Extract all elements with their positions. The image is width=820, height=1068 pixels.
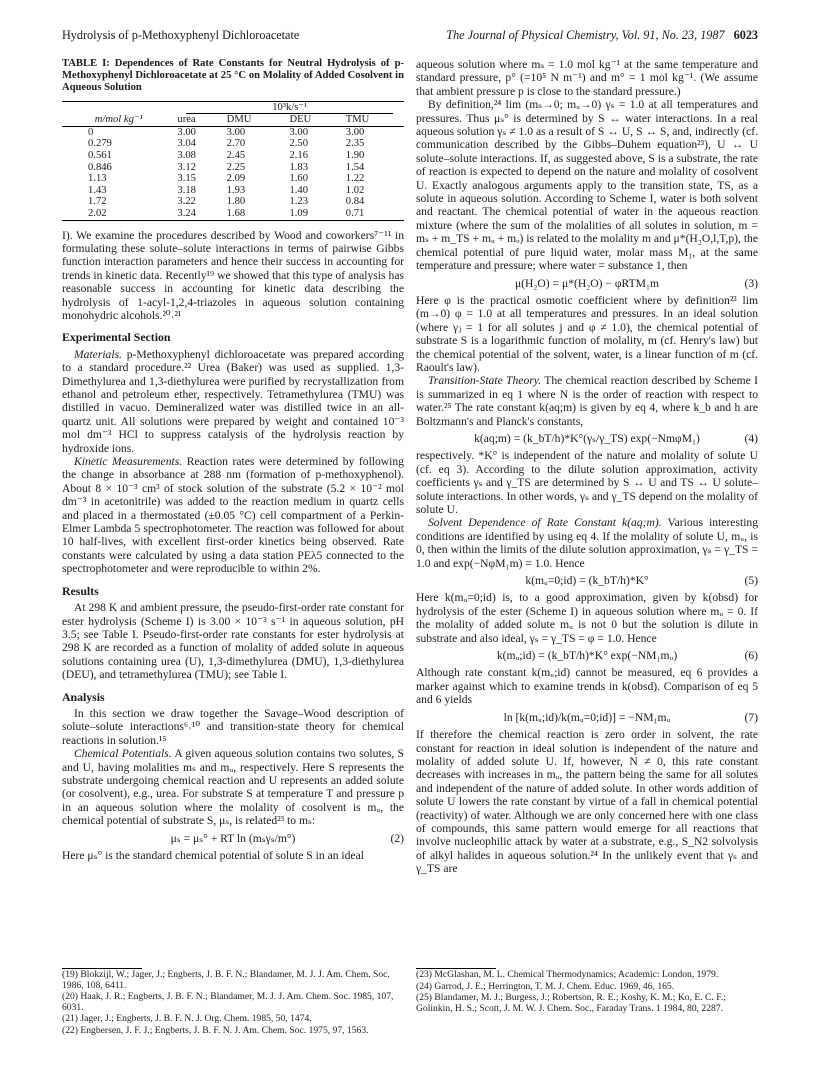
- analysis-paragraph: In this section we draw together the Savage–Wood description of solute–solute interactions⁶˒¹⁰ and transition-state theory for chemical reactions in solution.¹⁵: [62, 706, 404, 747]
- paragraph: If therefore the chemical reaction is zero order in solvent, the rate constant for reaction in ideal solution is independent of the nature and molality of added solute U. If, however, N ≠ 0, this rate constant decreases with increases in mᵤ, the pattern being the same for all solutes and independent of the nature of added solute. In other words addition of solute U lowers the rate constant by virtue of a fall in chemical potential (reactivity) of water. Although we are only concerned here with one class of compounds, this same pattern would emerge for all reactions that involve nucleophilic attack by water at a substrate, e.g., S_N2 solvolysis of alkyl halides in aqueous solution.²⁴ In the unlikely event that γₛ and γ_TS are: [416, 728, 758, 876]
- column-header: DEU: [287, 114, 343, 126]
- table-group-header: 10³k/s⁻¹: [175, 101, 404, 114]
- paragraph: aqueous solution where mₛ = 1.0 mol kg⁻¹ at the same temperature and standard pressure, p° (=10⁵ N m⁻¹) and m° = 1 mol kg⁻¹. (We assume that ambient pressure p is close to the standard pressure.): [416, 58, 758, 98]
- table-row: [62, 185, 404, 197]
- equation-number: (5): [744, 574, 758, 588]
- table-cell: 3.22: [177, 196, 196, 208]
- table-cell: 1.83: [289, 161, 308, 173]
- table-cell: 3.08: [177, 149, 196, 161]
- table-cell: 1.68: [225, 208, 288, 220]
- table-cell: 1.93: [226, 184, 246, 196]
- kinetics-paragraph: Kinetic Measurements. Reaction rates were determined by following the change in absorbance at 288 nm (formation of p-methoxyphenol). About 8 × 10⁻³ cm³ of stock solution of the substrate (5.2 × 10⁻² mol dm⁻³ in acetonitrile) was added to the reaction medium in quartz cells and placed in a thermostated (±0.05 °C) cell compartment of a Perkin-Elmer Lambda 5 spectrophotometer. The reaction was followed for about 10 half-lives, with excellent first-order kinetics being observed. Rate constants were calculated by using a data station PEλ5 connected to the spectrophotometer and were reproducible to within 2%.: [62, 455, 404, 576]
- footnote: (21) Jager, J.; Engberts, J. B. F. N. J. Org. Chem. 1985, 50, 1474.: [62, 1013, 312, 1025]
- equation-number: (4): [744, 431, 758, 445]
- running-header-title: Hydrolysis of p-Methoxyphenyl Dichloroacetate: [62, 28, 300, 42]
- table-cell: 1.22: [345, 173, 365, 185]
- run-in-heading: Kinetic Measurements.: [74, 455, 183, 469]
- equation-3: μ(H₂O) = μ*(H₂O) − φRTM₁m (3): [514, 276, 758, 290]
- paragraph: Here k(mᵤ=0;id) is, to a good approximation, given by k(obsd) for hydrolysis of the ester (Scheme I) in aqueous solution where mᵤ = 0. If the molality of added solute mᵤ is not 0 but the solution is dilute in substrate and also ideal, γₛ = γ_TS = φ = 1.0. Hence: [416, 591, 758, 645]
- solvent-dependence-paragraph: Solvent Dependence of Rate Constant k(aq;m). Various interesting conditions are identified by using eq 4. If the molality of solute U, mᵤ, is 0, then within the limits of the dilute solution approximation, γₛ = γ_TS = 1.0 and exp(−NφM₁m) = 1.0. Hence: [416, 516, 759, 570]
- table-cell: 3.12: [177, 161, 196, 173]
- paragraph: Here φ is the practical osmotic coefficient where by definition²³ lim (m→0) φ = 1.0 at all temperatures and pressures. In an ideal solution (where γⱼ = 1 for all solutes j and φ ≠ 1.0), the chemical potential of substrate S is a logarithmic function of molality, m (cf. Henry's law) but the chemical potential of the solvent, water, is a linear function of m (cf. Raoult's law).: [416, 293, 758, 374]
- table-cell: 1.60: [289, 173, 308, 185]
- section-heading-experimental: Experimental Section: [62, 330, 171, 345]
- table-cell: 3.15: [177, 173, 196, 185]
- equation-7: ln [k(mᵤ;id)/k(mᵤ=0;id)] = −NM₁mᵤ (7): [503, 710, 758, 724]
- table-cell: 1.54: [345, 161, 365, 173]
- table-row: [62, 196, 404, 208]
- table-cell: 0.84: [345, 196, 365, 208]
- paragraph: Here μₛ° is the standard chemical potential of solute S in an ideal: [62, 849, 364, 863]
- equation-5: k(mᵤ=0;id) = (k_bT/h)*K° (5): [525, 574, 758, 588]
- table-row: [62, 150, 404, 162]
- equation-2: μₛ = μₛ° + RT ln (mₛγₛ/m°) (2): [170, 831, 404, 845]
- section-heading-analysis: Analysis: [62, 689, 105, 704]
- section-heading-results: Results: [62, 583, 99, 598]
- table-cell: 3.00: [226, 126, 246, 138]
- rate-constant-table: [62, 101, 404, 221]
- run-in-heading: Solvent Dependence of Rate Constant k(aq;m).: [428, 516, 662, 530]
- table-cell: 1.90: [345, 149, 365, 161]
- table-row: [62, 173, 404, 185]
- table-cell: 1.40: [289, 184, 308, 196]
- table-cell: 2.70: [226, 138, 246, 150]
- footnotes-left: [62, 968, 404, 1038]
- table-cell: 2.16: [289, 149, 308, 161]
- table-caption: TABLE I: Dependences of Rate Constants for Neutral Hydrolysis of p-Methoxyphenyl Dichloroacetate at 25 °C on Molality of Added Cosolvent in Aqueous Solution: [62, 58, 404, 94]
- table-cell: 1.23: [289, 196, 308, 208]
- chemical-potentials-paragraph: Chemical Potentials. A given aqueous solution contains two solutes, S and U, having molalities mₛ and mᵤ, respectively. Here S represents the substrate undergoing chemical reaction and U represents an added solute (or cosolvent), e.g., urea. For substrate S at temperature T and pressure p in an aqueous solution where the molality of cosolvent is mᵤ, the chemical potential of substrate S, μₛ, is related²³ to mₛ:: [62, 747, 404, 828]
- page-number: 6023: [733, 28, 758, 42]
- paragraph: By definition,²⁴ lim (mₛ→0; mᵤ→0) γₛ = 1.0 at all temperatures and pressures. Thus μₛ° is determined by S ↔ water interactions. In a real aqueous solution γₛ ≠ 1.0 as a result of S ↔ U, S ↔ S, and, indirectly (cf. communication described by the Gibbs–Duhem equation²³), U ↔ U solute–solute interactions. If, as suggested above, S is a substrate, the rate of reaction is expected to depend on the nature and molality of cosolvent U. Exactly analogous arguments apply to the transition state, TS, as a solute in aqueous solution. According to Scheme I, water is both solvent and reactant. The chemical potential of water in the aqueous reaction mixture (where the sum of the molalities of all solutes in solution, m = mₛ + m_TS + mᵤ + mₒ) is related to the molality m and μ*(H₂O,l,T,p), the chemical potential of pure liquid water, molar mass M₁, at the same temperature and pressure; where water = substance 1, then: [416, 98, 758, 273]
- footnote: (23) McGlashan, M. L. Chemical Thermodynamics; Academic: London, 1979.: [416, 969, 719, 980]
- table-cell: 1.09: [287, 208, 343, 220]
- table-row: [62, 138, 404, 150]
- equation-number: (7): [744, 710, 758, 724]
- equation-6: k(mᵤ;id) = (k_bT/h)*K° exp(−NM₁mᵤ) (6): [496, 649, 758, 663]
- table-header-row: [62, 114, 404, 126]
- table-row: [62, 162, 404, 174]
- table-cell: 0.71: [344, 208, 404, 220]
- table-cell: 1.80: [226, 196, 246, 208]
- right-column: [416, 58, 758, 876]
- footnote: (24) Garrod, J. E.; Herrington, T. M. J. Chem. Educ. 1969, 46, 165.: [416, 980, 675, 992]
- transition-state-paragraph: Transition-State Theory. The chemical reaction described by Scheme I is summarized in eq 1 where N is the order of reaction with respect to water.²⁵ The rate constant k(aq;m) is given by eq 4, where k_b and h are Boltzmann's and Planck's constants,: [416, 374, 758, 428]
- table-cell: 2.09: [226, 173, 246, 185]
- column-header: m/mol kg⁻¹: [62, 114, 175, 126]
- table-cell: 1.02: [345, 184, 365, 196]
- table-cell: 2.25: [226, 161, 246, 173]
- table-cell: 0.279: [88, 138, 112, 150]
- footnote: (20) Haak, J. R.; Engberts, J. B. F. N.; Blandamer, M. J. J. Am. Chem. Soc. 1985, 107, 6031.: [62, 991, 394, 1013]
- run-in-heading: Transition-State Theory.: [428, 374, 542, 388]
- table-cell: 2.35: [345, 138, 365, 150]
- paragraph: Although rate constant k(mᵤ;id) cannot be measured, eq 6 provides a marker against which to examine trends in k(obsd). Comparison of eq 5 and 6 yields: [416, 666, 758, 707]
- intro-paragraph: I). We examine the procedures described by Wood and coworkers⁷⁻¹¹ in formulating these solute–solute interactions in terms of pairwise Gibbs function interaction parameters and hence their success in accounting for trends in kinetic data. Recently¹⁹ we showed that this type of analysis has reasonable success in accounting for kinetic data describing the hydrolysis of 1-acyl-1,2,4-triazoles in aqueous solution containing monohydric alcohols.²⁰˒²¹: [62, 228, 404, 322]
- left-column: [62, 58, 404, 862]
- table-cell: 3.00: [177, 126, 196, 138]
- table-cell: 1.43: [88, 184, 107, 196]
- table-body: [62, 126, 404, 220]
- table-cell: 1.13: [88, 173, 107, 185]
- table-cell: 1.72: [88, 196, 107, 208]
- table-cell: 3.24: [175, 208, 224, 220]
- column-header: TMU: [344, 114, 404, 126]
- run-in-heading: Chemical Potentials.: [74, 747, 172, 761]
- table-cell: 2.02: [62, 208, 175, 220]
- equation-number: (3): [744, 276, 758, 290]
- table-cell: 3.00: [345, 126, 365, 138]
- column-header: DMU: [225, 114, 288, 126]
- column-header: urea: [175, 114, 224, 126]
- journal-citation: The Journal of Physical Chemistry, Vol. 91, No. 23, 1987: [446, 28, 725, 42]
- table-cell: 0.846: [88, 161, 112, 173]
- run-in-heading: Materials.: [74, 347, 122, 361]
- footnote: (25) Blandamer, M. J.; Burgess, J.; Robertson, R. E.; Koshy, K. M.; Ko, E. C. F.; Golinkin, H. S.; Scott, J. M. W. J. Chem. Soc., Faraday Trans. 1 1984, 80, 2287.: [416, 992, 726, 1014]
- table-cell: 0: [88, 126, 94, 138]
- table-cell: 3.00: [289, 126, 308, 138]
- table-row: [62, 126, 404, 138]
- materials-paragraph: Materials. p-Methoxyphenyl dichloroacetate was prepared according to a standard procedure.²² Urea (Baker) was used as supplied. 1,3-Dimethylurea and 1,3-diethylurea were purified by recrystallization from ethanol and petroleum ether, respectively. Tetramethylurea (TMU) was distilled in vacuo. Demineralized water was distilled twice in an all-quartz unit. All solutions were prepared by weight and contained 10⁻³ mol dm⁻³ HCl to suppress catalysis of the hydrolysis reaction by hydroxide ions.: [62, 347, 404, 455]
- footnote: (22) Engbersen, J. F. J.; Engberts, J. B. F. N. J. Am. Chem. Soc. 1975, 97, 1563.: [62, 1024, 369, 1036]
- footnotes-right: [416, 968, 758, 1015]
- equation-number: (6): [744, 649, 758, 663]
- paragraph: respectively. *K° is independent of the nature and molality of solute U (cf. eq 3). According to the dilute solution approximation, activity coefficients γₛ and γ_TS are determined by S ↔ U and TS ↔ U solute–solute interactions. In other words, γₛ and γ_TS depend on the molality of solute U.: [416, 449, 758, 516]
- table-cell: 2.45: [226, 149, 246, 161]
- equation-4: k(aq;m) = (k_bT/h)*K°(γₛ/γ_TS) exp(−NmφM₁) (4): [474, 431, 758, 445]
- running-header-journal: [446, 28, 758, 43]
- table-cell: 3.04: [177, 138, 196, 150]
- table-row: [62, 208, 404, 220]
- table-cell: 2.50: [289, 138, 308, 150]
- results-paragraph: At 298 K and ambient pressure, the pseudo-first-order rate constant for ester hydrolysis (Scheme I) is 3.00 × 10⁻³ s⁻¹ in aqueous solution, pH 3.5; see Table I. Pseudo-first-order rate constants for ester hydrolysis at 298 K are recorded as a function of molality of added solute in aqueous solutions containing urea (U), 1,3-dimethylurea (DMU), 1,3-diethylurea (DEU), and tetramethylurea (TMU); see Table I.: [62, 601, 404, 682]
- footnote: (19) Blokzijl, W.; Jager, J.; Engberts, J. B. F. N.; Blandamer, M. J. J. Am. Chem. Soc. 1986, 108, 6411.: [62, 969, 390, 991]
- table-cell: 0.561: [88, 149, 112, 161]
- equation-number: (2): [390, 831, 404, 845]
- table-cell: 3.18: [177, 184, 196, 196]
